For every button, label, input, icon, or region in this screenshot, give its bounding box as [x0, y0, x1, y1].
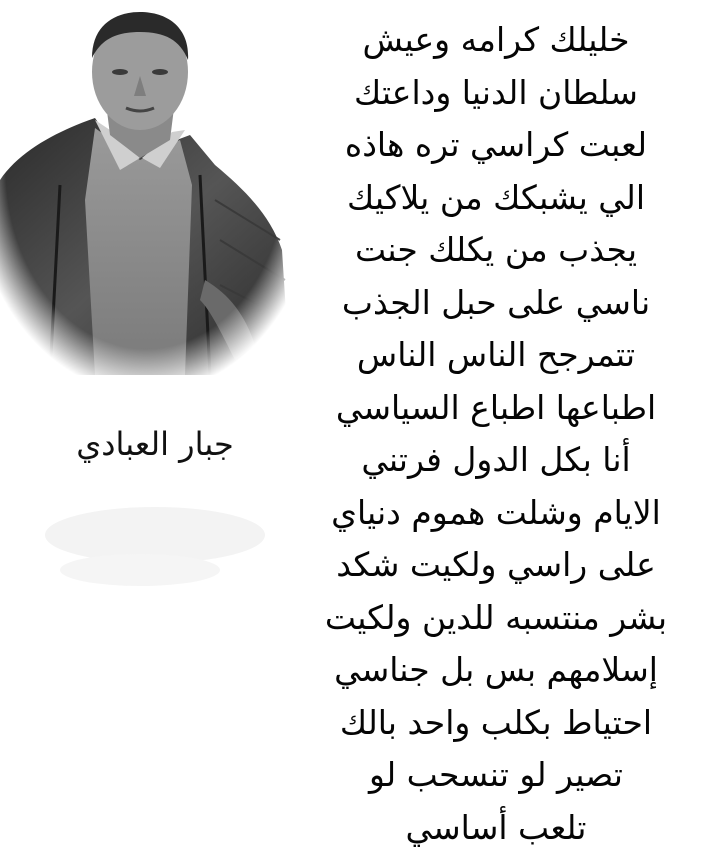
poem-line: أنا بكل الدول فرتني	[361, 440, 631, 479]
poem-line: على راسي ولكيت شكد	[336, 545, 656, 584]
poem-line: يجذب من يكلك جنت	[354, 230, 638, 269]
poem-line: احتياط بكلب واحد بالك	[339, 702, 653, 742]
poem-line: سلطان الدنيا وداعتك	[354, 72, 638, 112]
decorative-smudge	[40, 490, 270, 600]
poem-line: بشر منتسبه للدين ولكيت	[324, 597, 668, 637]
poem-line: تتمرجح الناس الناس	[356, 335, 636, 374]
portrait-photo-icon	[0, 0, 292, 375]
poem-line: الايام وشلت هموم دنياي	[331, 492, 661, 532]
poem-line: تصير لو تنسحب لو	[369, 755, 623, 794]
poem-line: اطباعها اطباع السياسي	[335, 387, 657, 427]
poem-line: لعبت كراسي تره هاذه	[344, 125, 648, 164]
poem-line: ناسي على حبل الجذب	[341, 282, 651, 322]
poem-line: خليلك كرامه وعيش	[362, 20, 630, 59]
poem-line: تلعب أساسي	[405, 807, 587, 847]
author-portrait	[0, 0, 292, 375]
author-name: جبار العبادي	[76, 425, 234, 463]
poem-text	[296, 14, 696, 854]
poem-line: الي يشبكك من يلاكيك	[347, 177, 645, 217]
poem-line: إسلامهم بس بل جناسي	[334, 650, 658, 689]
